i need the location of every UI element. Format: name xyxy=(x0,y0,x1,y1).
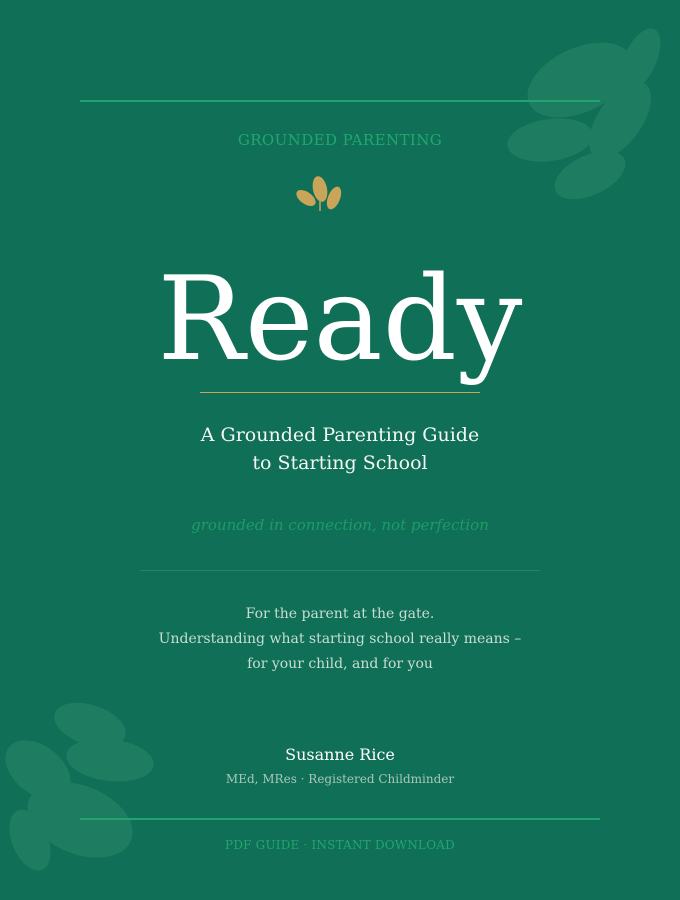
author-credentials: MEd, MRes · Registered Childminder xyxy=(225,772,455,786)
top-divider xyxy=(80,100,600,102)
sprout-icon xyxy=(294,174,344,214)
bottom-divider xyxy=(80,818,600,820)
series-label: GROUNDED PARENTING xyxy=(237,131,443,149)
blurb-line-2: Understanding what starting school really means – xyxy=(158,631,522,647)
top-right-leaf-cluster-icon xyxy=(504,22,668,209)
book-title: Ready xyxy=(157,252,523,387)
title-underline xyxy=(200,392,480,393)
subtitle-line-2: to Starting School xyxy=(252,452,428,474)
blurb-line-1: For the parent at the gate. xyxy=(245,606,435,622)
author-name: Susanne Rice xyxy=(285,745,395,764)
section-divider xyxy=(140,570,540,571)
tagline: grounded in connection, not perfection xyxy=(191,516,489,534)
book-subtitle xyxy=(0,421,680,477)
subtitle-line-1: A Grounded Parenting Guide xyxy=(200,424,480,446)
cover-blurb xyxy=(0,602,680,677)
blurb-line-3: for your child, and for you xyxy=(247,656,433,672)
format-label: PDF GUIDE · INSTANT DOWNLOAD xyxy=(225,838,455,852)
